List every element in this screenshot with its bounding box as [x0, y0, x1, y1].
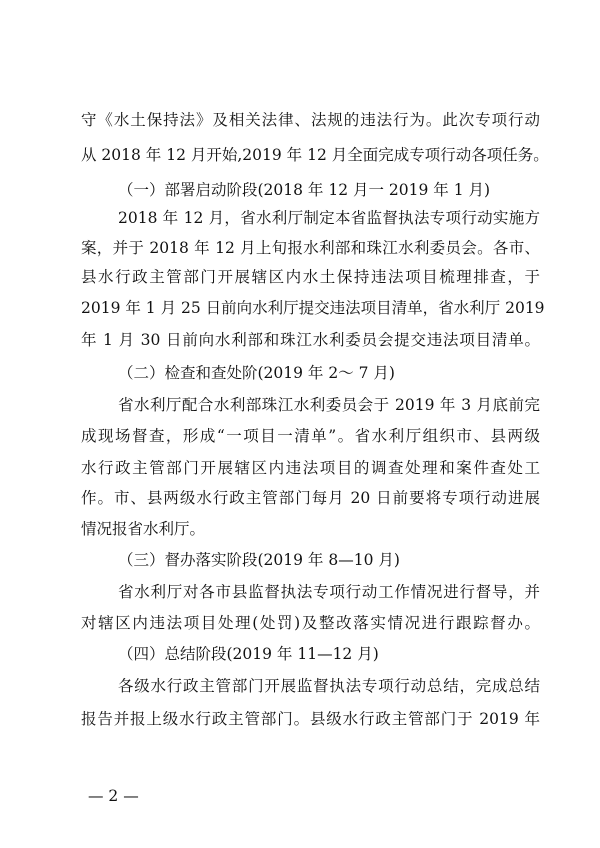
section-heading-3: （三）督办落实阶段(2019 年 8—10 月): [118, 551, 400, 569]
body-line-19: 各级水行政主管部门开展监督执法专项行动总结，完成总结: [118, 677, 540, 695]
page-number: — 2 —: [88, 787, 139, 805]
body-line-7: 2019 年 1 月 25 日前向水利厅提交违法项目清单，省水利厅 2019: [81, 299, 545, 317]
section-heading-4: （四）总结阶段(2019 年 11—12 月): [118, 645, 379, 663]
body-line-20: 报告并报上级水行政主管部门。县级水行政主管部门于 2019 年: [81, 710, 540, 728]
body-line-11: 成现场督查，形成“一项目一清单”。省水利厅组织市、县两级: [81, 427, 540, 445]
body-line-4: 2018 年 12 月，省水利厅制定本省监督执法专项行动实施方: [118, 209, 540, 227]
body-line-17: 对辖区内违法项目处理(处罚)及整改落实情况进行跟踪督办。: [81, 614, 540, 632]
section-heading-2: （二）检查和查处阶(2019 年 2～ 7 月): [118, 364, 395, 382]
body-line-12: 水行政主管部门开展辖区内违法项目的调查处理和案件查处工: [81, 459, 540, 477]
body-line-14: 情况报省水利厅。: [81, 520, 206, 538]
body-line-6: 县水行政主管部门开展辖区内水土保持违法项目梳理排查，于: [81, 268, 540, 286]
body-line-10: 省水利厅配合水利部珠江水利委员会于 2019 年 3 月底前完: [118, 396, 540, 414]
body-line-5: 案，并于 2018 年 12 月上旬报水利部和珠江水利委员会。各市、: [81, 239, 540, 257]
body-line-13: 作。市、县两级水行政主管部门每月 20 日前要将专项行动进展: [81, 489, 540, 507]
section-heading-1: （一）部署启动阶段(2018 年 12 月一 2019 年 1 月): [118, 181, 491, 199]
body-line-2: 从 2018 年 12 月开始,2019 年 12 月全面完成专项行动各项任务。: [81, 146, 549, 164]
body-line-8: 年 1 月 30 日前向水利部和珠江水利委员会提交违法项目清单。: [81, 331, 540, 349]
body-line-1: 守《水土保持法》及相关法律、法规的违法行为。此次专项行动: [81, 111, 540, 129]
body-line-16: 省水利厅对各市县监督执法专项行动工作情况进行督导，并: [118, 583, 540, 601]
